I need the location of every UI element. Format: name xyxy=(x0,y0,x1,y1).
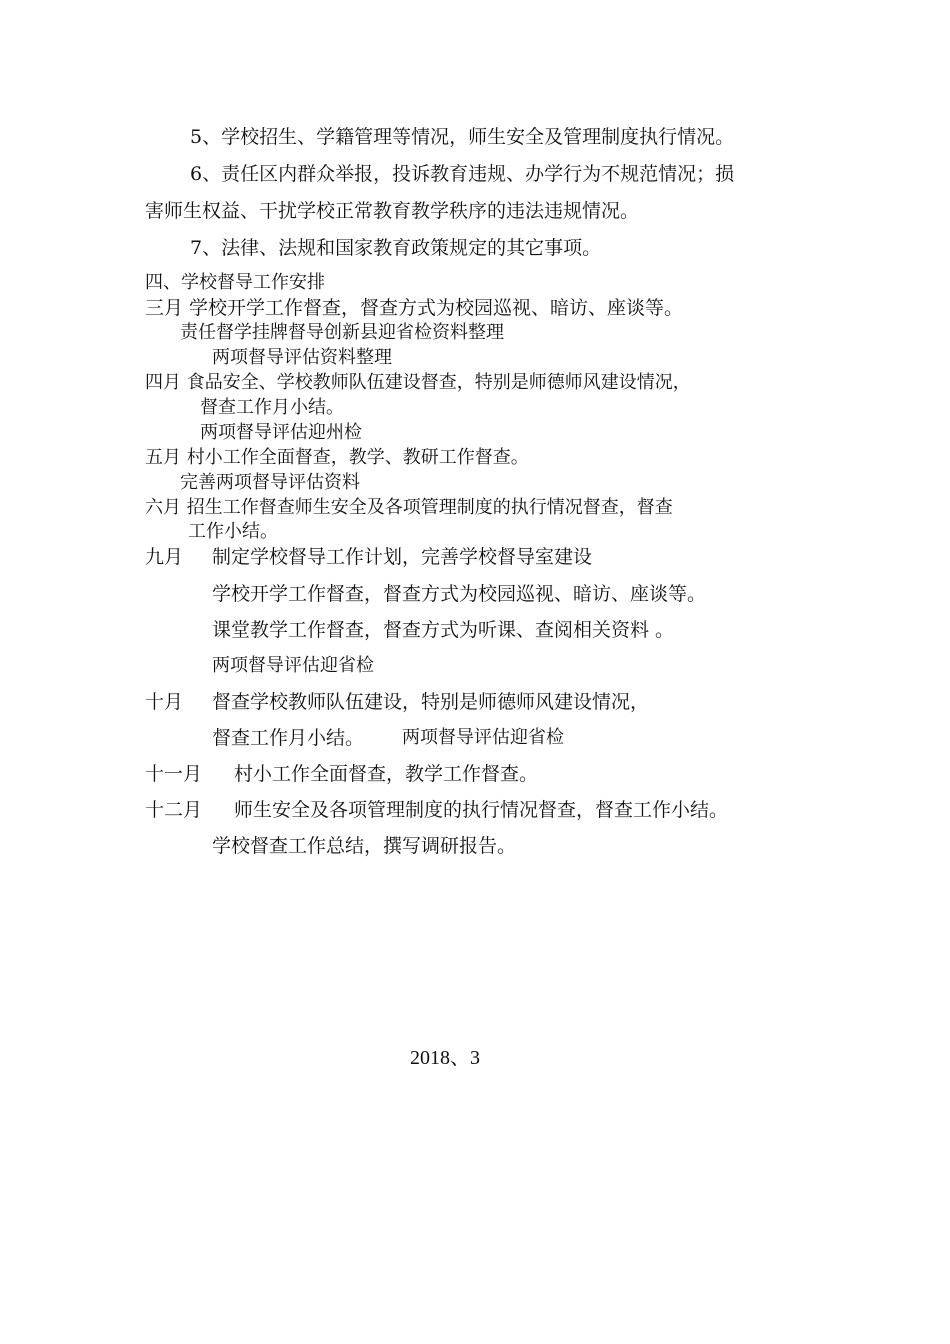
section-heading: 四、学校督导工作安排 xyxy=(145,272,325,293)
schedule-nov-line-1: 村小工作全面督查，教学工作督查。 xyxy=(234,763,539,785)
schedule-nov-month: 十一月 xyxy=(145,763,203,785)
schedule-march-line-2: 责任督学挂牌督导创新县迎省检资料整理 xyxy=(180,322,504,343)
item-6-line-2: 害师生权益、干扰学校正常教育教学秩序的违法违规情况。 xyxy=(145,200,640,222)
schedule-dec-line-1: 师生安全及各项管理制度的执行情况督查，督查工作小结。 xyxy=(234,799,729,821)
item-5: 5、学校招生、学籍管理等情况，师生安全及管理制度执行情况。 xyxy=(190,126,735,148)
schedule-oct-line-2b: 两项督导评估迎省检 xyxy=(402,727,564,748)
item-7: 7、法律、法规和国家教育政策规定的其它事项。 xyxy=(190,237,602,259)
schedule-sep-line-3: 课堂教学工作督查，督查方式为听课、查阅相关资料 。 xyxy=(212,619,675,641)
schedule-oct-line-1: 督查学校教师队伍建设，特别是师德师风建设情况， xyxy=(212,691,650,713)
schedule-sep-line-2: 学校开学工作督查，督查方式为校园巡视、暗访、座谈等。 xyxy=(212,583,707,605)
document-date: 2018、3 xyxy=(410,1047,480,1069)
schedule-june-line-1: 六月 招生工作督查师生安全及各项管理制度的执行情况督查，督查 xyxy=(145,497,673,518)
schedule-may-line-1: 五月 村小工作全面督查，教学、教研工作督查。 xyxy=(145,447,529,468)
schedule-march-line-1: 三月 学校开学工作督查，督查方式为校园巡视、暗访、座谈等。 xyxy=(145,297,684,319)
schedule-sep-line-1: 制定学校督导工作计划，完善学校督导室建设 xyxy=(212,546,593,568)
schedule-may-line-2: 完善两项督导评估资料 xyxy=(180,472,360,493)
schedule-sep-month: 九月 xyxy=(145,546,184,568)
schedule-april-line-1: 四月 食品安全、学校教师队伍建设督查，特别是师德师风建设情况， xyxy=(145,372,691,393)
schedule-june-line-2: 工作小结。 xyxy=(188,521,278,542)
schedule-oct-line-2: 督查工作月小结。 xyxy=(212,727,365,749)
schedule-dec-line-2: 学校督查工作总结，撰写调研报告。 xyxy=(212,835,517,857)
item-6-line-1: 6、责任区内群众举报，投诉教育违规、办学行为不规范情况；损 xyxy=(190,163,735,185)
schedule-sep-line-4: 两项督导评估迎省检 xyxy=(212,655,374,676)
schedule-oct-month: 十月 xyxy=(145,691,184,713)
schedule-april-line-2: 督查工作月小结。 xyxy=(200,397,344,418)
schedule-dec-month: 十二月 xyxy=(145,799,203,821)
schedule-march-line-3: 两项督导评估资料整理 xyxy=(212,347,392,368)
schedule-april-line-3: 两项督导评估迎州检 xyxy=(200,422,362,443)
